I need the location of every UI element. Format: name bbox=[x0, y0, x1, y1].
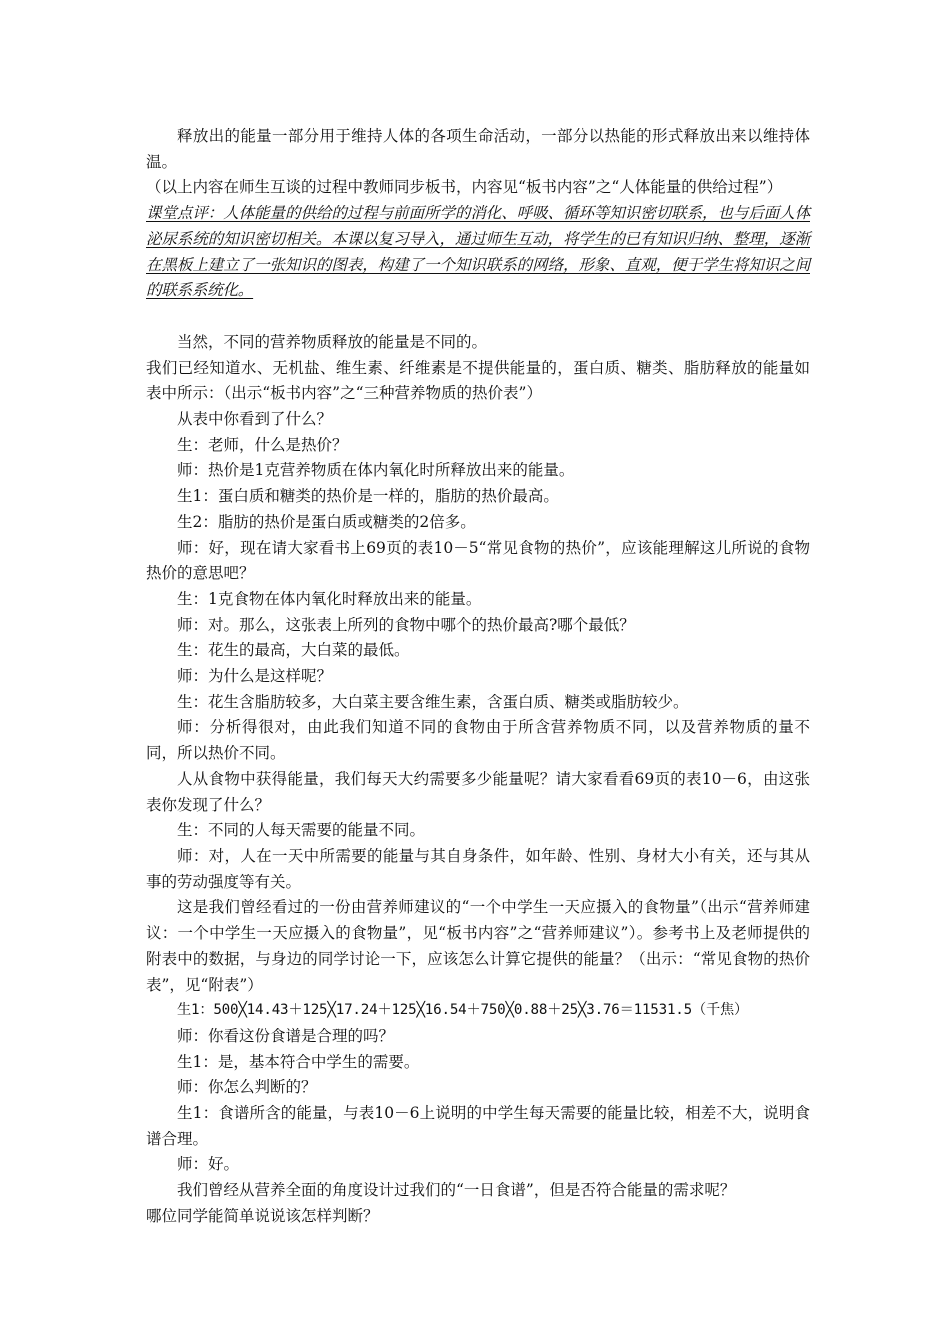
dialogue-line: 生1：蛋白质和糖类的热价是一样的，脂肪的热价最高。 bbox=[177, 487, 559, 506]
dialogue-line: 师：分析得很对，由此我们知道不同的食物由于所含营养物质不同，以及营养物质的量不同，所以热价不同。 bbox=[146, 718, 810, 763]
dialogue-line: 生2：脂肪的热价是蛋白质或糖类的2倍多。 bbox=[177, 512, 476, 531]
dialogue-line: 师：你怎么判断的？ bbox=[177, 1078, 317, 1097]
paragraph-different-energy: 当然，不同的营养物质释放的能量是不同的。 bbox=[177, 332, 488, 351]
dialogue-line: 师：好。 bbox=[177, 1155, 240, 1174]
paragraph-question: 哪位同学能简单说说该怎样判断？ bbox=[146, 1206, 379, 1225]
dialogue-line: 师：为什么是这样呢？ bbox=[177, 667, 333, 686]
paragraph-gap bbox=[146, 304, 810, 330]
dialogue-line: 师：你看这份食谱是合理的吗？ bbox=[177, 1026, 395, 1045]
dialogue-line: 师：对。那么，这张表上所列的食物中哪个的热价最高?哪个最低？ bbox=[177, 615, 635, 634]
dialogue-line: 师：好，现在请大家看书上69页的表10－5“常见食物的热价”，应该能理解这儿所说的食物热价的意思吧？ bbox=[146, 538, 810, 583]
dialogue-line: 生：花生含脂肪较多，大白菜主要含维生素，含蛋白质、糖类或脂肪较少。 bbox=[177, 692, 689, 711]
paragraph-nutrients: 我们已经知道水、无机盐、维生素、纤维素是不提供能量的，蛋白质、糖类、脂肪释放的能量如表中所示：（出示“板书内容”之“三种营养物质的热价表”） bbox=[146, 358, 810, 403]
dialogue-line: 生：老师，什么是热价？ bbox=[177, 435, 348, 454]
dialogue-line: 师：对，人在一天中所需要的能量与其自身条件，如年龄、性别、身材大小有关，还与其从事的劳动强度等有关。 bbox=[146, 846, 810, 891]
dialogue-line: 生：1克食物在体内氧化时释放出来的能量。 bbox=[177, 589, 482, 608]
dialogue-line: 从表中你看到了什么？ bbox=[177, 410, 333, 429]
dialogue-line: 生：不同的人每天需要的能量不同。 bbox=[177, 821, 426, 840]
paragraph-nutritionist: 这是我们曾经看过的一份由营养师建议的“一个中学生一天应摄入的食物量”（出示“营养师建议：一个中学生一天应摄入的食物量”，见“板书内容”之“营养师建议”）。参考书上及老师提供的附表中的数据，与身边的同学讨论一下，应该怎么计算它提供的能量？（出示：“常见食物的热价表”，见“附表”） bbox=[146, 898, 810, 994]
document-body bbox=[146, 124, 810, 1230]
class-comment: 课堂点评：人体能量的供给的过程与前面所学的消化、呼吸、循环等知识密切联系，也与后面人体泌尿系统的知识密切相关。本课以复习导入，通过师生互动，将学生的已有知识归纳、整理，逐渐在黑板上建立了一张知识的图表，构建了一个知识联系的网络，形象、直观，便于学生将知识之间的联系系统化。 bbox=[146, 204, 810, 300]
dialogue-line: 师：热价是1克营养物质在体内氧化时所释放出来的能量。 bbox=[177, 461, 575, 480]
paragraph-daily-energy: 人从食物中获得能量，我们每天大约需要多少能量呢？请大家看看69页的表10－6，由这张表你发现了什么？ bbox=[146, 769, 810, 814]
paragraph-board-note: （以上内容在师生互谈的过程中教师同步板书，内容见“板书内容”之“人体能量的供给过程”） bbox=[146, 178, 783, 197]
calculation-line: 生1：500╳14.43＋125╳17.24＋125╳16.54＋750╳0.88＋25╳3.76＝11531.5（千焦） bbox=[177, 1002, 748, 1019]
paragraph-daily-menu: 我们曾经从营养全面的角度设计过我们的“一日食谱”，但是否符合能量的需求呢？ bbox=[177, 1181, 736, 1200]
dialogue-line: 生1：食谱所含的能量，与表10－6上说明的中学生每天需要的能量比较，相差不大，说明食谱合理。 bbox=[146, 1104, 810, 1148]
paragraph-energy-release: 释放出的能量一部分用于维持人体的各项生命活动，一部分以热能的形式释放出来以维持体温。 bbox=[146, 127, 810, 171]
dialogue-line: 生1：是，基本符合中学生的需要。 bbox=[177, 1052, 420, 1071]
dialogue-line: 生：花生的最高，大白菜的最低。 bbox=[177, 641, 410, 660]
